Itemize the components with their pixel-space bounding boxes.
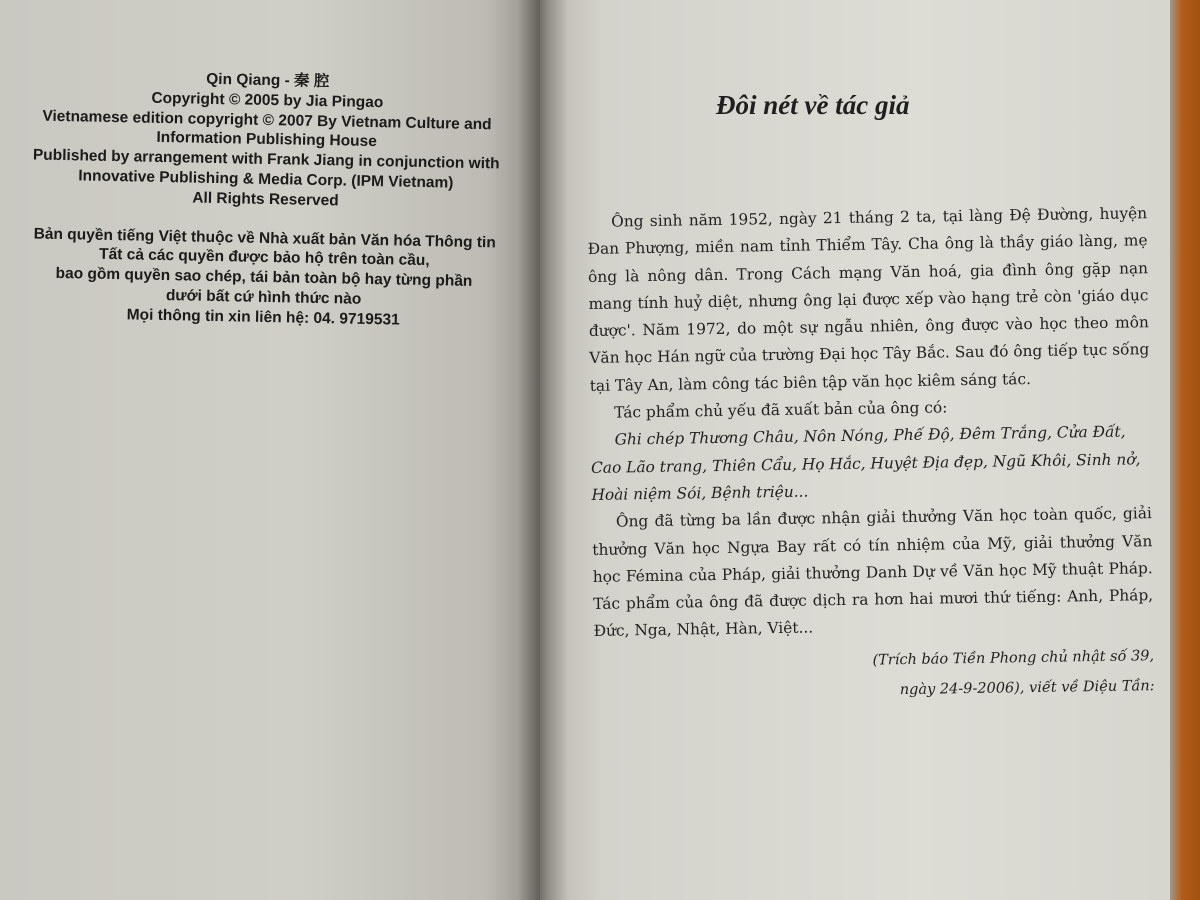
rights-line: bao gồm quyền sao chép, tái bản toàn bộ hay từng phần bbox=[55, 265, 473, 291]
contact-line: Mọi thông tin xin liên hệ: 04. 9719531 bbox=[126, 306, 400, 329]
copyright-line: Qin Qiang - 秦 腔 bbox=[206, 70, 330, 91]
copyright-line: Published by arrangement with Frank Jiang in conjunction with bbox=[32, 146, 500, 173]
works-intro: Tác phẩm chủ yếu đã xuất bản của ông có: bbox=[614, 398, 948, 422]
copyright-line: Innovative Publishing & Media Corp. (IPM Vietnam) bbox=[78, 167, 454, 192]
source-line: ngày 24-9-2006), viết về Diệu Tần: bbox=[899, 677, 1155, 698]
copyright-line: Information Publishing House bbox=[156, 129, 377, 151]
rights-line: Tất cả các quyền được bảo hộ trên toàn cầu, bbox=[98, 246, 430, 270]
copyright-line: All Rights Reserved bbox=[192, 189, 339, 210]
bio-paragraph: Ông sinh năm 1952, ngày 21 tháng 2 ta, tại làng Đệ Đường, huyện Đan Phượng, miền nam tỉnh Thiểm Tây. Cha ông là thầy giáo làng, mẹ ông là nông dân. Trong Cách mạng Văn hoá, gia đình ông gặp nạn mang tính huỷ diệt, nhưng ông lại được xếp vào hạng trẻ còn 'giáo dục được'. Năm 1972, do một sự ngẫu nhiên, ông được vào học theo môn Văn học Hán ngữ của trường Đại học Tây Bắc. Sau đó ông tiếp tục sống tại Tây An, làm công tác biên tập văn học kiêm sáng tác. bbox=[587, 204, 1150, 395]
copyright-block bbox=[3, 66, 528, 332]
rights-line: Bản quyền tiếng Việt thuộc về Nhà xuất bản Văn hóa Thông tin bbox=[33, 225, 496, 251]
table-surface bbox=[1170, 0, 1200, 900]
source-line: (Trích báo Tiền Phong chủ nhật số 39, bbox=[872, 647, 1155, 669]
copyright-line: Vietnamese edition copyright © 2007 By Vietnam Culture and bbox=[42, 107, 492, 133]
rights-line: dưới bất cứ hình thức nào bbox=[165, 287, 362, 308]
works-list: Ghi chép Thương Châu, Nôn Nóng, Phế Độ, Đêm Trắng, Cửa Đất, Cao Lão trang, Thiên Cẩu, Họ Hắc, Huyệt Địa đẹp, Ngũ Khôi, Sinh nở, Hoài niệm Sói, Bệnh triệu... bbox=[590, 422, 1141, 504]
copyright-line: Copyright © 2005 by Jia Pingao bbox=[151, 89, 384, 112]
awards-paragraph: Ông đã từng ba lần được nhận giải thưởng Văn học toàn quốc, giải thưởng Văn học Ngựa Bay rất có tín nhiệm của Mỹ, giải thưởng Văn học Fémina của Pháp, giải thưởng Danh Dự về Văn học Mỹ thuật Pháp. Tác phẩm của ông đã được dịch ra hơn hai mươi thứ tiếng: Anh, Pháp, Đức, Nga, Nhật, Hàn, Việt... bbox=[592, 504, 1154, 641]
source-citation bbox=[594, 641, 1155, 710]
author-bio bbox=[587, 200, 1155, 709]
page-title: Đôi nét về tác giả bbox=[716, 90, 910, 120]
